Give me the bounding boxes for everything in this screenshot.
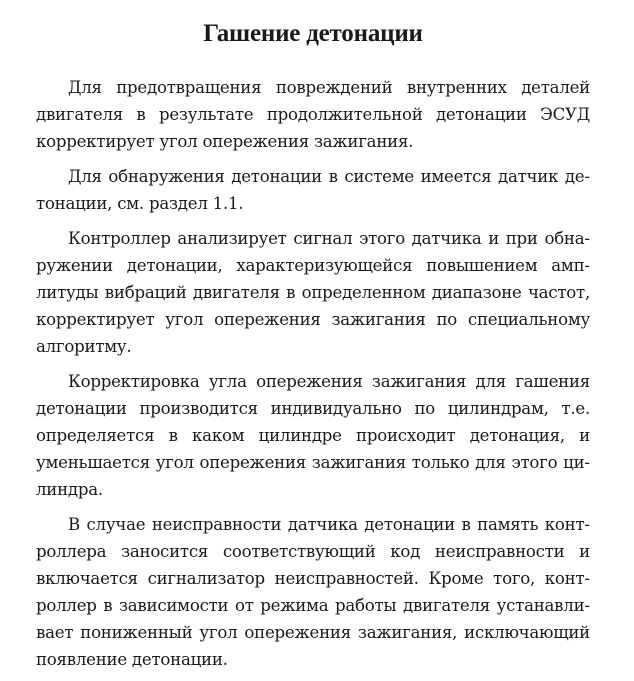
paragraph-2: Для обнаружения детонации в системе имеется датчик детонации, см. раздел 1.1. <box>36 167 590 213</box>
paragraph-4: Корректировка угла опережения зажигания для гашения детонации производится индивидуально по цилиндрам, т.е. определяется в каком цилиндре происходит детонация, и уменьшается угол опережения зажигания только для этого цилиндра. <box>36 372 590 499</box>
paragraph-1: Для предотвращения повреждений внутренних деталей двигателя в результате продолжительной детонации ЭСУД корректирует угол опережения зажигания. <box>36 78 590 151</box>
paragraph-5: В случае неисправности датчика детонации в память контроллера заносится соответствующий код неисправности и включается сигнализатор неисправностей. Кроме того, контроллер в зависимости от режима работы двигателя устанавливает пониженный угол опережения зажигания, исключающий появление детонации. <box>36 515 590 669</box>
page-title: Гашение детонации <box>203 20 423 47</box>
paragraph-3: Контроллер анализирует сигнал этого датчика и при обнаружении детонации, характеризующейся повышением амплитуды вибраций двигателя в определенном диапазоне частот, корректирует угол опережения зажигания по специальному алгоритму. <box>36 229 590 356</box>
document-page <box>36 18 590 681</box>
